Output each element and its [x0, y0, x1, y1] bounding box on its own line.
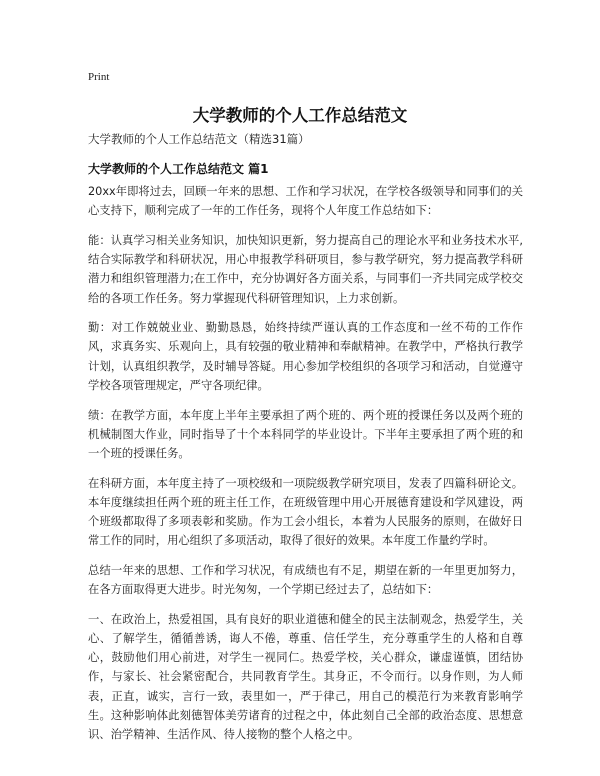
paragraph-diligence: 勤：对工作兢兢业业、勤勤恳恳，始终持续严谨认真的工作态度和一丝不苟的工作作风，求真务实、乐观向上，具有较强的敬业精神和奉献精神。在教学中，严格执行教学计划，认真组织教学，及时辅导答疑。用心参加学校组织的各项学习和活动，自觉遵守学校各项管理规定，严守各项纪律。 [88, 321, 523, 392]
paragraph-ability: 能：认真学习相关业务知识，加快知识更新，努力提高自己的理论水平和业务技术水平,结合实际教学和科研状况，用心申报教学科研项目，参与教学研究，努力提高教学科研潜力和组织管理潜力;在工作中，充分协调好各方面关系，与同事们一齐共同完成学校交给的各项工作任务。努力掌握现代科研管理知识，上力求创新。 [88, 233, 523, 305]
paragraph-politics: 一、在政治上，热爱祖国，具有良好的职业道德和健全的民主法制观念，热爱学生，关心、了解学生，循循善诱，诲人不倦，尊重、信任学生，充分尊重学生的人格和自尊心，鼓励他们用心前进，对学生一视同仁。热爱学校，关心群众，谦虚谨慎，团结协作，与家长、社会紧密配合，共同教育学生。其身正，不令而行。以身作则，为人师表，正直，诚实，言行一致，表里如一，严于律己，用自己的模范行为来教育影响学生。这种影响体此刻德智体美劳诸育的过程之中，体此刻自己全部的政治态度、思想意识、治学精神、生活作风、待人接物的整个人格之中。 [88, 612, 523, 742]
section-heading: 大学教师的个人工作总结范文 篇1 [88, 162, 269, 176]
paragraph-summary: 总结一年来的思想、工作和学习状况，有成绩也有不足，期望在新的一年里更加努力，在各方面取得更大进步。时光匆匆，一个学期已经过去了，总结如下： [88, 563, 523, 597]
document-subtitle: 大学教师的个人工作总结范文（精选31篇） [88, 132, 310, 146]
paragraph-research: 在科研方面，本年度主持了一项校级和一项院级教学研究项目，发表了四篇科研论文。本年度继续担任两个班的班主任工作，在班级管理中用心开展德育建设和学风建设，两个班级都取得了多项表彰和奖励。作为工会小组长，本着为人民服务的原则，在做好日常工作的同时，用心组织了多项活动，取得了很好的效果。本年度工作量约学时。 [88, 476, 523, 548]
document-title: 大学教师的个人工作总结范文 [192, 106, 408, 125]
paragraph-intro: 20xx年即将过去，回顾一年来的思想、工作和学习状况，在学校各级领导和同事们的关心支持下，顺利完成了一年的工作任务，现将个人年度工作总结如下： [88, 185, 523, 218]
print-label[interactable]: Print [88, 71, 110, 83]
paragraph-achievement: 绩：在教学方面，本年度上半年主要承担了两个班的、两个班的授课任务以及两个班的机械制图大作业，同时指导了十个本科同学的毕业设计。下半年主要承担了两个班的和一个班的授课任务。 [88, 408, 523, 460]
body-text [88, 182, 523, 755]
